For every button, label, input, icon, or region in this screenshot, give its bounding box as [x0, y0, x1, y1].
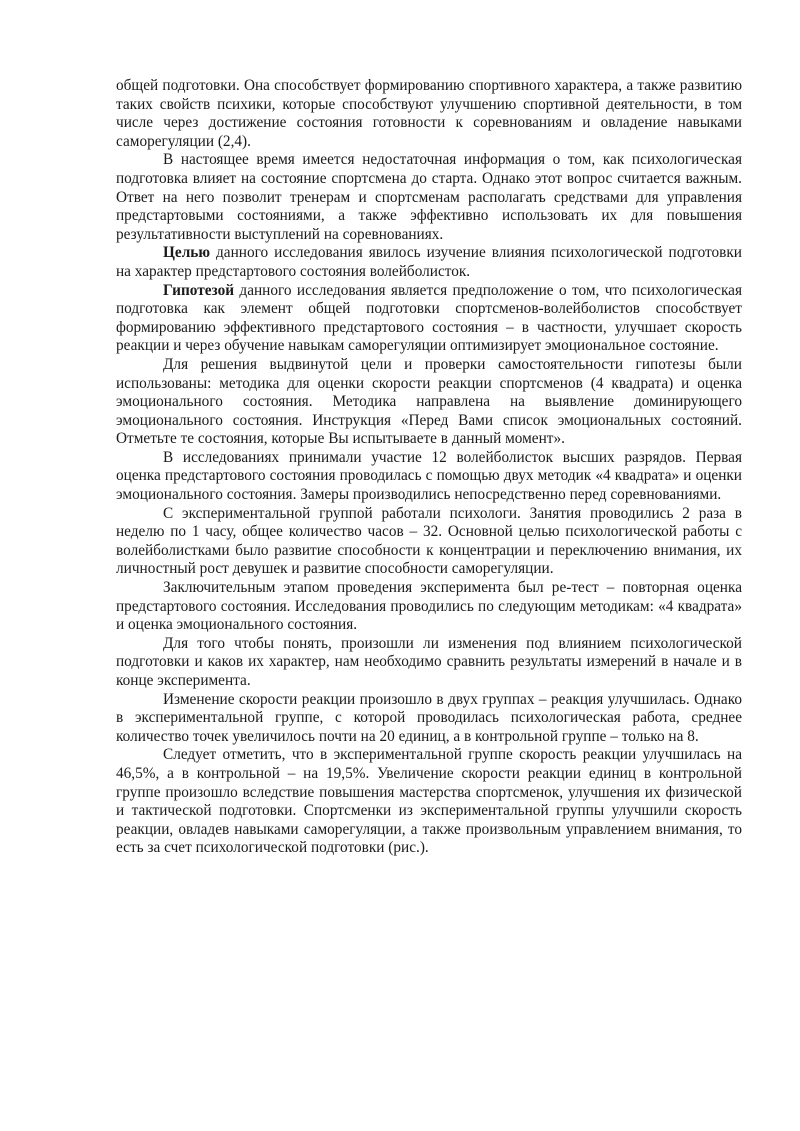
paragraph-experimental-group [116, 505, 742, 579]
paragraph-methods [116, 356, 742, 449]
paragraph-text: С экспериментальной группой работали психологи. Занятия проводились 2 раза в неделю по 1 часу, общее количество часов – 32. Основной целью психологической работы с волейболистками было развитие способности к концентрации и переключению внимания, их личностный рост девушек и развитие способности саморегуляции. [116, 504, 742, 578]
paragraph-text: Для решения выдвинутой цели и проверки самостоятельности гипотезы были использованы: методика для оценки скорости реакции спортсменов (4 квадрата) и оценка эмоционального состояния. Методика направлена на выявление доминирующего эмоционального состояния. Инструкция «Перед Вами список эмоциональных состояний. Отметьте те состояния, которые Вы испытываете в данный момент». [116, 355, 742, 448]
paragraph-text: В исследованиях принимали участие 12 волейболисток высших разрядов. Первая оценка предстартового состояния проводилась с помощью двух методик «4 квадрата» и оценки эмоционального состояния. Замеры производились непосредственно перед соревнованиями. [116, 448, 742, 504]
document-body [116, 77, 742, 858]
hypothesis-term: Гипотезой [163, 281, 235, 299]
paragraph-goal [116, 244, 742, 281]
goal-term: Целью [163, 244, 211, 262]
paragraph-text: Изменение скорости реакции произошло в двух группах – реакция улучшилась. Однако в экспериментальной группе, с которой проводилась психологическая работа, среднее количество точек увеличилось почти на 20 единиц, а в контрольной группе – только на 8. [116, 690, 742, 745]
paragraph-comparison [116, 635, 742, 691]
paragraph-hypothesis [116, 282, 742, 356]
paragraph-conclusion [116, 746, 742, 858]
paragraph-retest [116, 579, 742, 635]
paragraph-text: данного исследования явилось изучение влияния психологической подготовки на характер предстартового состояния волейболисток. [116, 244, 742, 280]
paragraph-text: Следует отметить, что в экспериментальной группе скорость реакции улучшилась на 46,5%, а в контрольной – на 19,5%. Увеличение скорости реакции единиц в контрольной группе произошло вследствие повышения мастерства спортсменок, улучшения их физической и тактической подготовки. Спортсменки из экспериментальной группы улучшили скорость реакции, овладев навыками саморегуляции, а также произвольным управлением внимания, то есть за счет психологической подготовки (рис.). [116, 746, 742, 857]
paragraph-text: В настоящее время имеется недостаточная информация о том, как психологическая подготовка влияет на состояние спортсмена до старта. Однако этот вопрос считается важным. Ответ на него позволит тренерам и спортсменам располагать средствами для управления предстартовыми состояниями, а также эффективно использовать их для повышения результативности выступлений на соревнованиях. [116, 151, 742, 243]
paragraph-text: Для того чтобы понять, произошли ли изменения под влиянием психологической подготовки и каков их характер, нам необходимо сравнить результаты измерений в начале и в конце эксперимента. [116, 634, 742, 689]
paragraph-text: общей подготовки. Она способствует формированию спортивного характера, а также развитию таких свойств психики, которые способствуют улучшению спортивной деятельности, в том числе через достижение состояния готовности к соревнованиям и овладение навыками саморегуляции (2,4). [116, 77, 742, 150]
paragraph-reaction-change [116, 691, 742, 747]
paragraph-continuation [116, 77, 742, 151]
paragraph-text: данного исследования является предположение о том, что психологическая подготовка как элемент общей подготовки спортсменов-волейболистов способствует формированию эффективного предстартового состояния – в частности, улучшает скорость реакции и через обучение навыкам саморегуляции оптимизирует эмоциональное состояние. [116, 281, 742, 355]
paragraph-participants [116, 449, 742, 505]
paragraph-text: Заключительным этапом проведения эксперимента был ре-тест – повторная оценка предстартового состояния. Исследования проводились по следующим методикам: «4 квадрата» и оценка эмоционального состояния. [116, 579, 742, 634]
paragraph-context [116, 151, 742, 244]
